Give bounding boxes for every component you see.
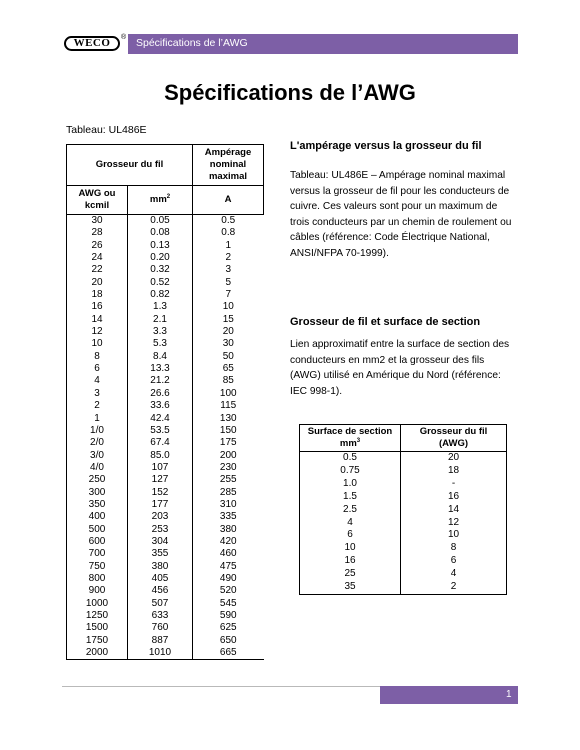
table-row [300,542,507,555]
table-row [67,437,264,449]
header-cross-section-unit: mm [339,438,357,449]
table-row [67,548,264,560]
mm2-cell: 405 [128,573,193,585]
awg-cell: 8 [67,351,128,363]
amps-cell: 545 [193,598,264,610]
table-row [67,462,264,474]
amps-cell: 85 [193,375,264,387]
mm2-cell: 0.20 [128,252,193,264]
table-row [67,388,264,400]
logo-text: WECO [64,36,120,51]
awg-cell: 8 [401,542,507,555]
awg-cell: 3/0 [67,450,128,462]
awg-cell: 12 [67,326,128,338]
mm2-cell: 2.1 [128,314,193,326]
awg-cell: 24 [67,252,128,264]
awg-cell: 1/0 [67,425,128,437]
header-cross-section [300,425,401,452]
amps-cell: 100 [193,388,264,400]
amps-cell: 650 [193,635,264,647]
amps-cell: 50 [193,351,264,363]
amps-cell: 20 [193,326,264,338]
table-row [67,524,264,536]
amps-cell: 30 [193,338,264,350]
mm2-cell: 0.08 [128,227,193,239]
table-row [67,227,264,239]
table-row [67,622,264,634]
footer-bar [380,686,518,704]
section1-heading: L'ampérage versus la grosseur du fil [290,140,482,152]
ampacity-table [66,144,264,660]
table-row [300,568,507,581]
awg-cell: 350 [67,499,128,511]
mm2-cell: 8.4 [128,351,193,363]
table-row [67,499,264,511]
section1-text: Tableau: UL486E – Ampérage nominal maximal versus la grosseur de fil pour les conducteurs de cuivre. Ces valeurs sont pour un maximum de trois conducteurs par un chemin de roulement ou câbles (référence: Code Électrique National, ANSI/NFPA 70-1999). [290,170,512,259]
amps-cell: 285 [193,487,264,499]
mm2-cell: 0.82 [128,289,193,301]
awg-cell: 400 [67,511,128,523]
cross-section-cell: 1.5 [300,491,401,504]
table-row [67,511,264,523]
awg-cell: 900 [67,585,128,597]
mm2-cell: 67.4 [128,437,193,449]
cross-section-cell: 35 [300,581,401,594]
table-row [67,647,264,660]
awg-cell: 2 [67,400,128,412]
mm2-cell: 127 [128,474,193,486]
amps-cell: 0.5 [193,215,264,228]
awg-cell: - [401,478,507,491]
awg-cell: 1500 [67,622,128,634]
table-row [67,400,264,412]
header-mm2 [128,186,193,215]
mm2-cell: 85.0 [128,450,193,462]
mm2-cell: 13.3 [128,363,193,375]
mm2-cell: 0.13 [128,240,193,252]
header-cross-section-line1: Surface de section [307,426,393,437]
mm2-cell: 0.32 [128,264,193,276]
amps-cell: 590 [193,610,264,622]
header-max-ampacity: Ampérage nominal maximal [193,145,264,186]
awg-cell: 2/0 [67,437,128,449]
awg-cell: 18 [401,465,507,478]
awg-cell: 1 [67,413,128,425]
awg-cell: 28 [67,227,128,239]
header-wire-gauge-line2: (AWG) [438,438,469,449]
mm2-cell: 0.05 [128,215,193,228]
amps-cell: 665 [193,647,264,660]
awg-cell: 1250 [67,610,128,622]
awg-cell: 18 [67,289,128,301]
table-row [67,487,264,499]
cross-section-cell: 16 [300,555,401,568]
awg-cell: 1000 [67,598,128,610]
table-row [300,478,507,491]
awg-cell: 6 [401,555,507,568]
mm2-cell: 53.5 [128,425,193,437]
mm2-cell: 107 [128,462,193,474]
amps-cell: 7 [193,289,264,301]
table-row [67,338,264,350]
table-row [300,465,507,478]
awg-cell: 22 [67,264,128,276]
table-row [67,635,264,647]
amps-cell: 150 [193,425,264,437]
amps-cell: 15 [193,314,264,326]
awg-cell: 750 [67,561,128,573]
table-row [67,351,264,363]
awg-cell: 600 [67,536,128,548]
table-row [300,452,507,465]
amps-cell: 2 [193,252,264,264]
cross-section-cell: 6 [300,529,401,542]
mm2-cell: 1.3 [128,301,193,313]
amps-cell: 335 [193,511,264,523]
section2-heading: Grosseur de fil et surface de section [290,316,481,328]
amps-cell: 490 [193,573,264,585]
table-row [300,529,507,542]
cross-section-cell: 0.75 [300,465,401,478]
awg-cell: 20 [401,452,507,465]
awg-cell: 26 [67,240,128,252]
cross-section-cell: 25 [300,568,401,581]
amps-cell: 5 [193,277,264,289]
mm2-cell: 253 [128,524,193,536]
mm2-cell: 21.2 [128,375,193,387]
awg-cell: 16 [67,301,128,313]
header-awg: AWG ou kcmil [67,186,128,215]
amps-cell: 65 [193,363,264,375]
amps-cell: 380 [193,524,264,536]
awg-cell: 4/0 [67,462,128,474]
header-wire-gauge [401,425,507,452]
table-row [67,314,264,326]
awg-cell: 1750 [67,635,128,647]
cross-section-cell: 2.5 [300,504,401,517]
header-wire-gauge-line1: Grosseur du fil [419,426,488,437]
header-mm-sup: 2 [166,194,171,200]
mm2-cell: 760 [128,622,193,634]
header-wire-size: Grosseur du fil [67,145,193,186]
table-row [67,610,264,622]
amps-cell: 460 [193,548,264,560]
mm2-cell: 42.4 [128,413,193,425]
amps-cell: 1 [193,240,264,252]
table-row [67,413,264,425]
table-row [300,504,507,517]
amps-cell: 310 [193,499,264,511]
mm2-cell: 3.3 [128,326,193,338]
awg-cell: 20 [67,277,128,289]
awg-cell: 14 [67,314,128,326]
table-row [67,573,264,585]
page-title: Spécifications de l’AWG [164,80,416,105]
mm2-cell: 26.6 [128,388,193,400]
amps-cell: 0.8 [193,227,264,239]
table-row [67,301,264,313]
amps-cell: 420 [193,536,264,548]
awg-cell: 4 [401,568,507,581]
mm2-cell: 1010 [128,647,193,660]
awg-cell: 800 [67,573,128,585]
table-row [67,536,264,548]
amps-cell: 520 [193,585,264,597]
header-bar [62,34,518,54]
header-cross-section-sup: 3 [356,438,361,444]
cross-section-table [299,424,507,595]
cross-section-cell: 10 [300,542,401,555]
table-row [67,264,264,276]
awg-cell: 14 [401,504,507,517]
awg-cell: 250 [67,474,128,486]
mm2-cell: 203 [128,511,193,523]
awg-cell: 6 [67,363,128,375]
amps-cell: 115 [193,400,264,412]
mm2-cell: 5.3 [128,338,193,350]
cross-section-cell: 1.0 [300,478,401,491]
awg-cell: 700 [67,548,128,560]
header-amps: A [193,186,264,215]
awg-cell: 4 [67,375,128,387]
table-row [300,555,507,568]
table-row [67,474,264,486]
table-row [67,289,264,301]
awg-cell: 500 [67,524,128,536]
table-row [67,326,264,338]
mm2-cell: 887 [128,635,193,647]
mm2-cell: 0.52 [128,277,193,289]
weco-logo [62,34,128,54]
amps-cell: 3 [193,264,264,276]
table-row [67,585,264,597]
awg-cell: 300 [67,487,128,499]
mm2-cell: 33.6 [128,400,193,412]
mm2-cell: 304 [128,536,193,548]
logo-registered-mark: ® [121,34,127,41]
mm2-cell: 633 [128,610,193,622]
header-title: Spécifications de l’AWG [136,37,248,49]
awg-cell: 2 [401,581,507,594]
mm2-cell: 152 [128,487,193,499]
amps-cell: 200 [193,450,264,462]
table-row [67,425,264,437]
table-row [67,215,264,228]
awg-cell: 2000 [67,647,128,660]
section2-text: Lien approximatif entre la surface de section des conducteurs en mm2 et la grosseur des fils (AWG) utilisé en Amérique du Nord (référence: IEC 998-1). [290,339,510,397]
amps-cell: 625 [193,622,264,634]
table-row [300,491,507,504]
mm2-cell: 507 [128,598,193,610]
cross-section-cell: 0.5 [300,452,401,465]
page-number: 1 [506,689,512,700]
table-row [67,561,264,573]
table-row [67,240,264,252]
table-row [67,450,264,462]
awg-cell: 10 [67,338,128,350]
amps-cell: 10 [193,301,264,313]
mm2-cell: 456 [128,585,193,597]
amps-cell: 130 [193,413,264,425]
table-caption: Tableau: UL486E [66,124,147,136]
mm2-cell: 380 [128,561,193,573]
header-mm-label: mm [149,194,167,205]
mm2-cell: 355 [128,548,193,560]
mm2-cell: 177 [128,499,193,511]
cross-section-table-body [300,452,507,595]
table-row [67,375,264,387]
table-row [67,363,264,375]
table-row [300,581,507,594]
amps-cell: 230 [193,462,264,474]
table-row [67,252,264,264]
awg-cell: 3 [67,388,128,400]
amps-cell: 475 [193,561,264,573]
amps-cell: 175 [193,437,264,449]
table-row [67,277,264,289]
table-row [67,598,264,610]
ampacity-table-body [67,215,264,660]
table-row [300,517,507,530]
cross-section-cell: 4 [300,517,401,530]
awg-cell: 12 [401,517,507,530]
awg-cell: 16 [401,491,507,504]
awg-cell: 30 [67,215,128,228]
amps-cell: 255 [193,474,264,486]
awg-cell: 10 [401,529,507,542]
